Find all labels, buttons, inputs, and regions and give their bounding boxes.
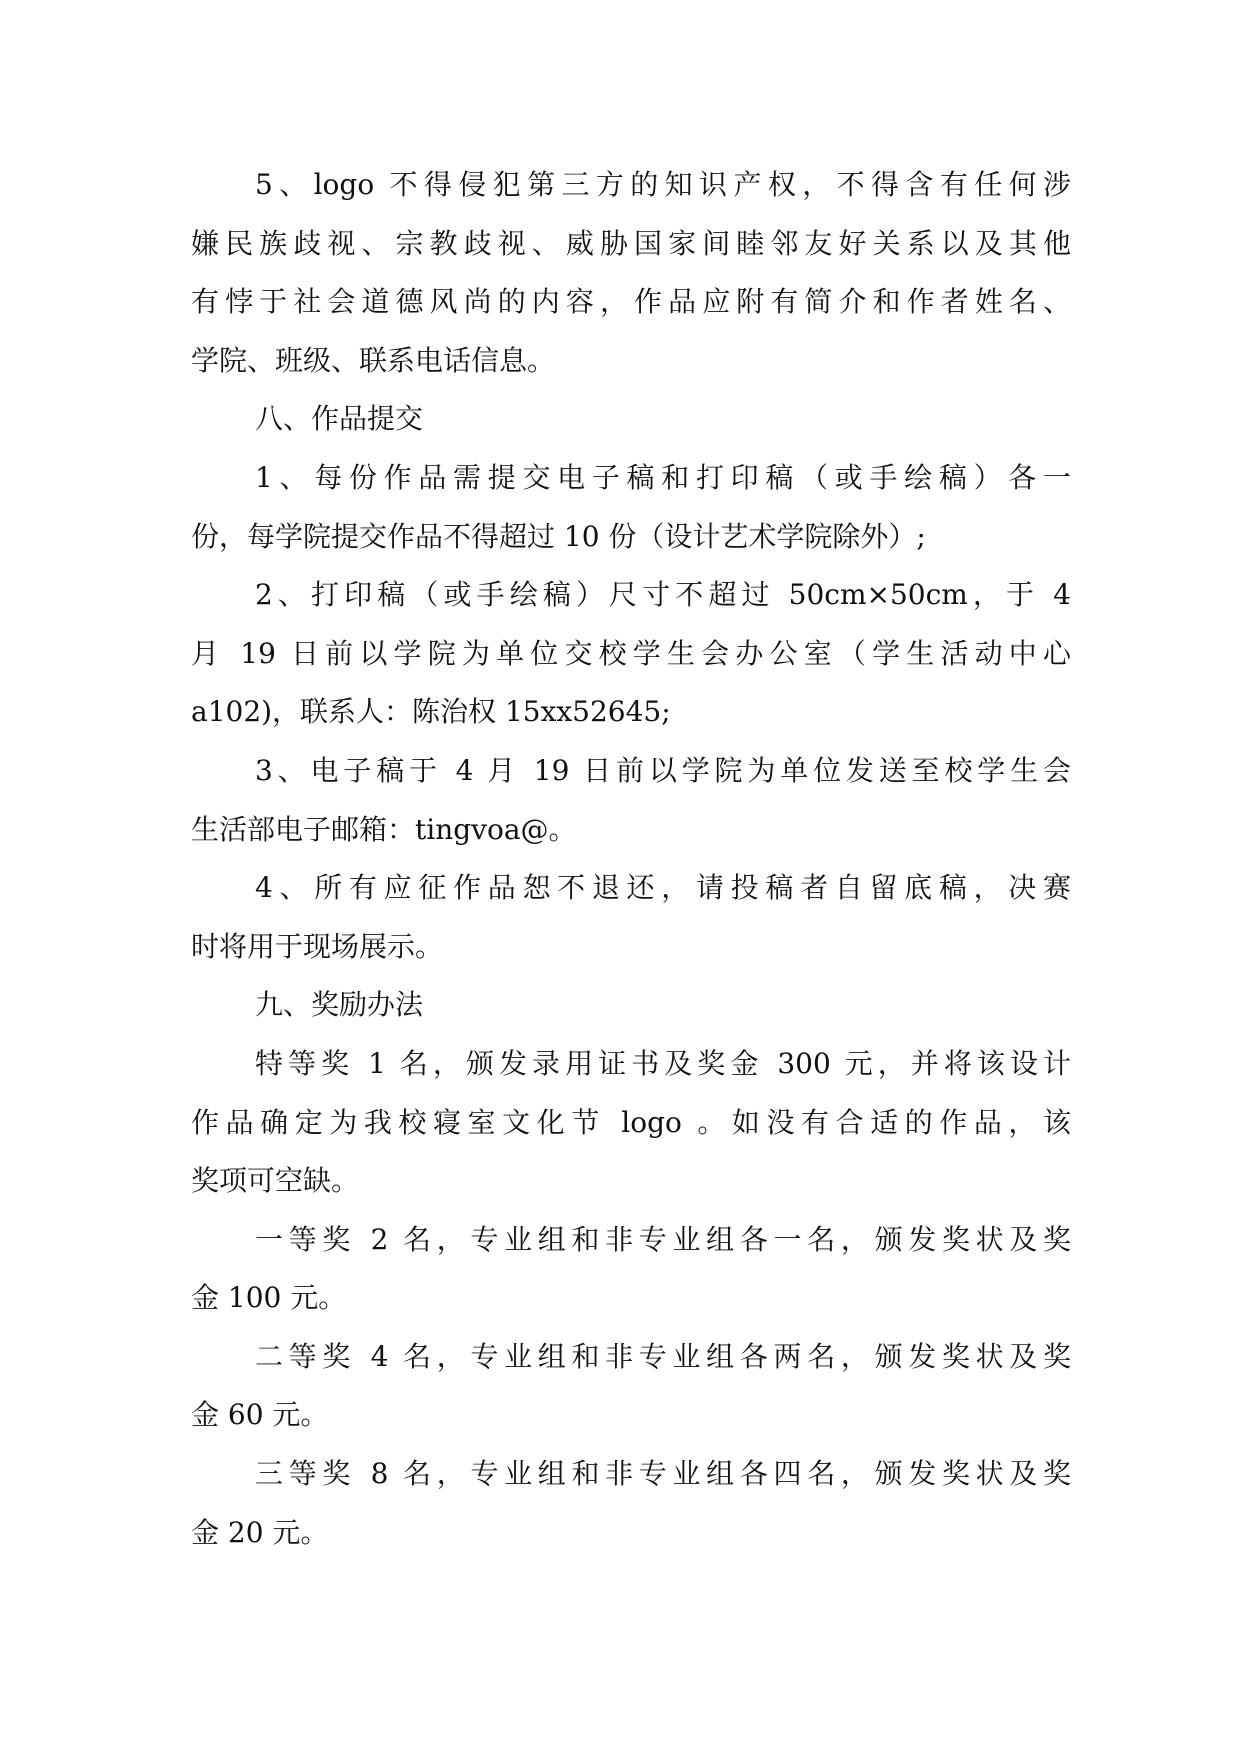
text-line: 作品确定为我校寝室文化节 logo 。如没有合适的作品，该 [191,1105,1071,1139]
text-line: 月 19 日前以学院为单位交校学生会办公室（学生活动中心 [191,636,1071,670]
text-line: 份，每学院提交作品不得超过 10 份（设计艺术学院除外）; [191,519,926,553]
text-line: 学院、班级、联系电话信息。 [191,343,556,377]
document-page [191,156,1071,1562]
text-line: 4、所有应征作品恕不退还，请投稿者自留底稿，决赛 [255,871,1071,905]
text-line: a102)，联系人：陈治权 15xx52645; [191,695,671,729]
text-line: 金 20 元。 [191,1515,329,1549]
text-line: 3、电子稿于 4 月 19 日前以学院为单位发送至校学生会 [255,753,1071,787]
text-line: 1、每份作品需提交电子稿和打印稿（或手绘稿）各一 [255,460,1071,494]
text-line: 三等奖 8 名，专业组和非专业组各四名，颁发奖状及奖 [255,1457,1071,1491]
text-line: 时将用于现场展示。 [191,929,444,963]
text-line: 二等奖 4 名，专业组和非专业组各两名，颁发奖状及奖 [255,1339,1071,1373]
text-line: 生活部电子邮箱：tingvoa@。 [191,812,577,846]
text-line: 奖项可空缺。 [191,1164,360,1198]
text-line: 特等奖 1 名，颁发录用证书及奖金 300 元，并将该设计 [255,1046,1071,1080]
text-line: 金 60 元。 [191,1398,329,1432]
text-line: 嫌民族歧视、宗教歧视、威胁国家间睦邻友好关系以及其他 [191,226,1071,260]
text-line: 金 100 元。 [191,1281,347,1315]
text-line: 九、奖励办法 [255,988,424,1022]
text-line: 2、打印稿（或手绘稿）尺寸不超过 50cm×50cm，于 4 [255,578,1071,612]
text-line: 八、作品提交 [255,402,424,436]
text-line: 一等奖 2 名，专业组和非专业组各一名，颁发奖状及奖 [255,1222,1071,1256]
text-line: 5、logo 不得侵犯第三方的知识产权，不得含有任何涉 [255,168,1071,201]
text-line: 有悖于社会道德风尚的内容，作品应附有简介和作者姓名、 [191,285,1071,319]
